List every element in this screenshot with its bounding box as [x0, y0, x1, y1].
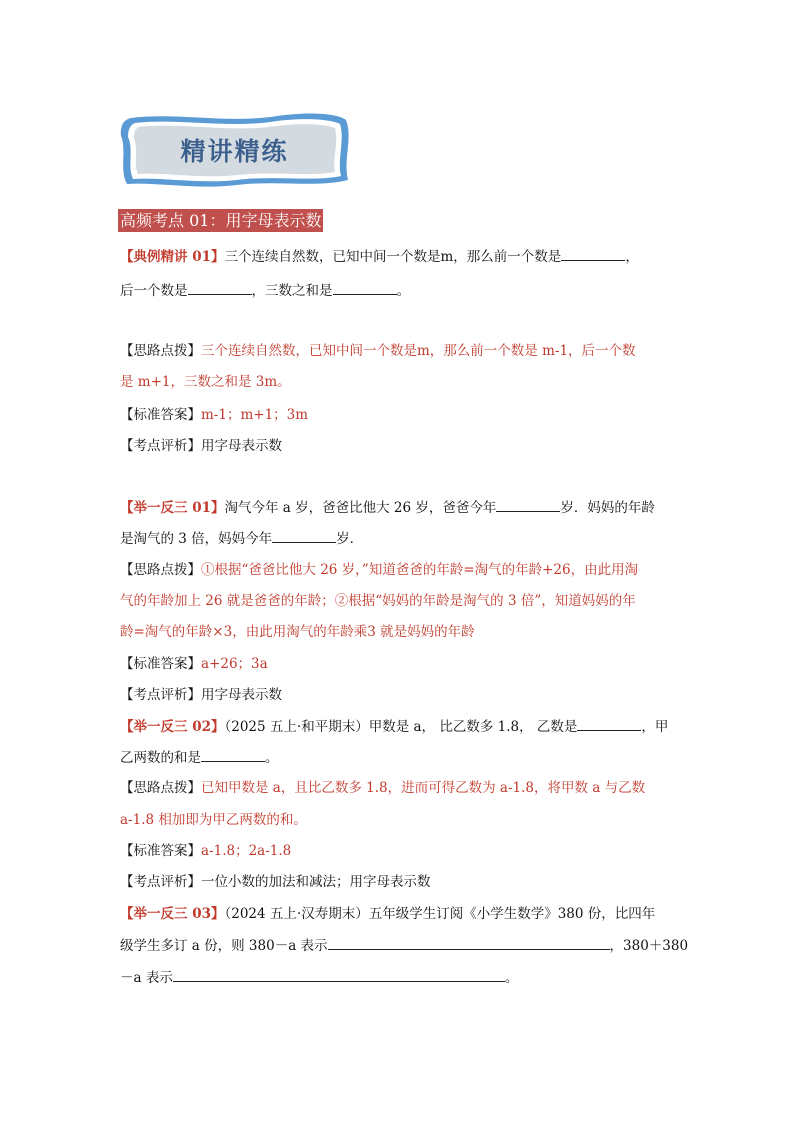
ex1-q1: 三个连续自然数，已知中间一个数是m，那么前一个数是 [224, 249, 562, 265]
ex1-tag: 【典例精讲 01】 [120, 249, 225, 265]
ex4-q3a: －a 表示 [120, 970, 173, 986]
ex3-answer-line [120, 841, 680, 861]
ex2-hint-3: 龄=淘气的年龄×3，由此用淘气的年龄乘3 就是妈妈的年龄 [120, 624, 475, 640]
ex3-q1-end: ，甲 [641, 719, 669, 735]
answer-blank[interactable] [188, 280, 252, 295]
ex2-hint-line-1 [120, 560, 680, 580]
ex2-q2-end: 岁． [336, 531, 364, 547]
keypoint-tag: 【考点评析】 [120, 687, 201, 703]
ex1-hint-2: 是 m+1，三数之和是 3m。 [120, 374, 291, 390]
ex1-question-line-1 [120, 246, 680, 267]
banner [117, 110, 352, 190]
ex2-hint-1: ①根据“爸爸比他大 26 岁，”知道爸爸的年龄=淘气的年龄+26，由此用淘 [201, 562, 639, 578]
ex2-hint-line-2 [120, 591, 680, 611]
ex4-question-line-1 [120, 904, 680, 924]
ex1-keypoint: 用字母表示数 [201, 438, 282, 454]
answer-blank[interactable] [333, 280, 397, 295]
ex1-hint-line-1 [120, 341, 680, 361]
ex1-q2a: 后一个数是 [120, 283, 188, 299]
ex2-q2a: 是淘气的 3 倍，妈妈今年 [120, 531, 273, 547]
hint-tag: 【思路点拨】 [120, 780, 201, 796]
section-title: 高频考点 01：用字母表示数 [120, 211, 322, 230]
answer-blank[interactable] [173, 967, 505, 982]
ex3-answer: a-1.8；2a-1.8 [201, 843, 292, 859]
ex2-keypoint: 用字母表示数 [201, 687, 282, 703]
ex4-question-line-2 [120, 935, 689, 956]
ex2-answer-line [120, 654, 680, 674]
ex1-q2-end: 。 [396, 283, 410, 299]
ex4-q2-end: ，380＋380 [609, 938, 689, 954]
ex3-q2a: 乙两数的和是 [120, 750, 201, 766]
ex2-hint-line-3 [120, 622, 680, 642]
answer-blank[interactable] [201, 747, 265, 762]
ex1-q1-end: ， [625, 249, 639, 265]
hint-tag: 【思路点拨】 [120, 343, 201, 359]
ex4-tag: 【举一反三 03】 [120, 906, 225, 922]
ex3-q1: （2025 五上·和平期末）甲数是 a， 比乙数多 1.8， 乙数是 [224, 719, 578, 735]
ex4-q3-end: 。 [504, 970, 519, 986]
ex3-tag: 【举一反三 02】 [120, 719, 225, 735]
hint-tag: 【思路点拨】 [120, 562, 201, 578]
ex3-keypoint-line [120, 872, 680, 892]
keypoint-tag: 【考点评析】 [120, 874, 201, 890]
ex4-q2a: 级学生多订 a 份，则 380－a 表示 [120, 938, 328, 954]
keypoint-tag: 【考点评析】 [120, 438, 201, 454]
ex1-hint-1: 三个连续自然数，已知中间一个数是m，那么前一个数是 m-1，后一个数 [201, 343, 636, 359]
ex2-q1: 淘气今年 a 岁，爸爸比他大 26 岁，爸爸今年 [224, 500, 497, 516]
ex2-tag: 【举一反三 01】 [120, 500, 225, 516]
answer-tag: 【标准答案】 [120, 407, 201, 423]
ex1-answer-line [120, 405, 680, 425]
answer-blank[interactable] [272, 528, 336, 543]
answer-blank[interactable] [577, 716, 641, 731]
ex3-hint-2: a-1.8 相加即为甲乙两数的和。 [120, 812, 307, 828]
ex2-hint-2: 气的年龄加上 26 就是爸爸的年龄；②根据“妈妈的年龄是淘气的 3 倍”，知道妈妈的年 [120, 593, 636, 609]
ex1-hint-line-2 [120, 372, 680, 392]
ex1-q2b: ，三数之和是 [251, 283, 333, 299]
ex4-question-line-3 [120, 967, 680, 988]
ex2-answer: a+26；3a [201, 656, 268, 672]
ex3-question-line-1 [120, 716, 680, 737]
ex3-q2-end: 。 [265, 750, 279, 766]
ex3-hint-line-1 [120, 778, 680, 798]
ex3-keypoint: 一位小数的加法和减法；用字母表示数 [201, 874, 431, 890]
ex2-question-line-1 [120, 497, 680, 518]
ex3-hint-line-2 [120, 810, 680, 830]
ex4-q1: （2024 五上·汉寿期末）五年级学生订阅《小学生数学》380 份，比四年 [224, 906, 656, 922]
ex3-question-line-2 [120, 747, 680, 768]
ex2-question-line-2 [120, 528, 680, 549]
ex1-keypoint-line [120, 436, 680, 456]
ex3-hint-1: 已知甲数是 a，且比乙数多 1.8，进而可得乙数为 a-1.8，将甲数 a 与乙数 [201, 780, 646, 796]
answer-tag: 【标准答案】 [120, 843, 201, 859]
ex2-keypoint-line [120, 685, 680, 705]
answer-blank[interactable] [328, 935, 610, 950]
ex2-q1-end: 岁．妈妈的年龄 [560, 500, 655, 516]
answer-blank[interactable] [496, 497, 560, 512]
answer-blank[interactable] [561, 246, 625, 261]
answer-tag: 【标准答案】 [120, 656, 201, 672]
ex1-answer: m-1；m+1；3m [201, 407, 309, 423]
ex1-question-line-2 [120, 280, 680, 301]
banner-title: 精讲精练 [180, 137, 289, 166]
